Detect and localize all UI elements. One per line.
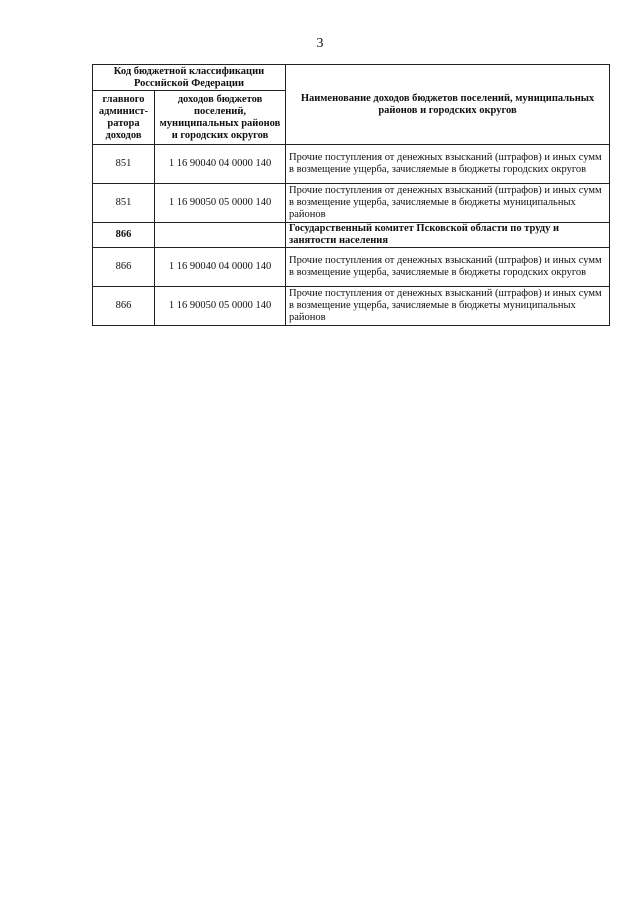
header-admin-column: главного админист-ратора доходов [93, 91, 155, 145]
income-name-cell: Прочие поступления от денежных взысканий (штрафов) и иных сумм в возмещение ущерба, зачисляемые в бюджеты муниципальных районов [286, 287, 610, 326]
income-name-cell: Прочие поступления от денежных взысканий (штрафов) и иных сумм в возмещение ущерба, зачисляемые в бюджеты муниципальных районов [286, 184, 610, 223]
income-code-cell: 1 16 90050 05 0000 140 [155, 287, 286, 326]
header-income-column: доходов бюджетов поселений, муниципальных районов и городских округов [155, 91, 286, 145]
header-name-column: Наименование доходов бюджетов поселений, муниципальных районов и городских округов [286, 65, 610, 145]
income-code-cell: 1 16 90050 05 0000 140 [155, 184, 286, 223]
table-row [93, 184, 610, 223]
table-row [93, 145, 610, 184]
table-row [93, 287, 610, 326]
admin-code-cell: 866 [93, 287, 155, 326]
budget-classification-table [92, 64, 610, 326]
table-row [93, 248, 610, 287]
income-name-cell: Прочие поступления от денежных взысканий (штрафов) и иных сумм в возмещение ущерба, зачисляемые в бюджеты городских округов [286, 145, 610, 184]
income-code-cell [155, 223, 286, 248]
admin-code-cell: 866 [93, 248, 155, 287]
income-name-cell: Прочие поступления от денежных взысканий (штрафов) и иных сумм в возмещение ущерба, зачисляемые в бюджеты городских округов [286, 248, 610, 287]
admin-code-cell: 866 [93, 223, 155, 248]
admin-code-cell: 851 [93, 145, 155, 184]
header-classification-group: Код бюджетной классификации Российской Федерации [93, 65, 286, 91]
admin-code-cell: 851 [93, 184, 155, 223]
administrator-name-cell: Государственный комитет Псковской области по труду и занятости населения [286, 223, 610, 248]
income-code-cell: 1 16 90040 04 0000 140 [155, 248, 286, 287]
income-code-cell: 1 16 90040 04 0000 140 [155, 145, 286, 184]
table-row-administrator [93, 223, 610, 248]
page-number: 3 [316, 36, 324, 51]
